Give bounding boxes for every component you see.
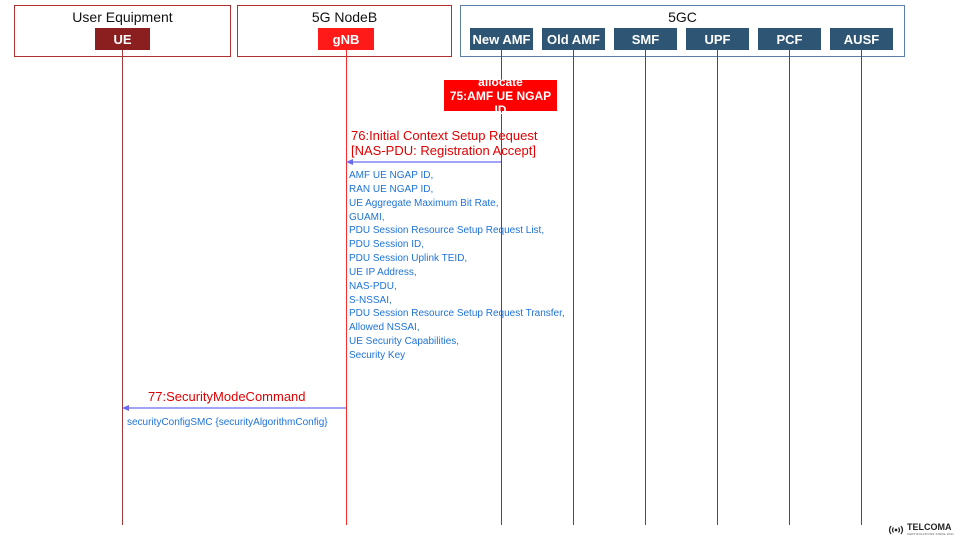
param-item: PDU Session Uplink TEID, [349,253,468,265]
logo-tagline: CERTIFICATIONS SINCE 2011 [906,532,954,536]
message-76-payload: [NAS-PDU: Registration Accept] [351,143,536,158]
ue-lifeline [122,50,123,525]
new-amf-node: New AMF [470,28,533,50]
smf-lifeline [645,50,646,525]
param-item: NAS-PDU, [349,280,397,292]
allocate-note-line1: allocate [478,74,523,89]
param-item: S-NSSAI, [349,294,392,306]
param-item: UE Aggregate Maximum Bit Rate, [349,197,499,209]
smf-node: SMF [614,28,677,50]
param-item: PDU Session Resource Setup Request List, [349,225,545,237]
allocate-note-line2: 75:AMF UE NGAP ID [449,88,552,117]
logo-name: TELCOMA [906,522,952,532]
pcf-node: PCF [758,28,821,50]
upf-node: UPF [686,28,749,50]
gnb-group-title: 5G NodeB [311,9,378,25]
pcf-lifeline [789,50,790,525]
param-item: GUAMI, [349,211,385,223]
telcoma-logo [888,523,954,536]
old-amf-node: Old AMF [542,28,605,50]
message-76-title: 76:Initial Context Setup Request [351,128,538,143]
param-item: UE IP Address, [349,266,417,278]
ausf-node: AUSF [830,28,893,50]
message-77-param: securityConfigSMC {securityAlgorithmConfig} [127,417,328,428]
param-item: UE Security Capabilities, [349,336,460,348]
message-76-params [349,169,565,363]
message-76-arrow-head [346,159,353,165]
param-item: PDU Session ID, [349,239,425,251]
gnb-lifeline [346,50,347,525]
message-77-title: 77:SecurityModeCommand [148,389,306,404]
param-item: RAN UE NGAP ID, [349,183,434,195]
param-item: PDU Session Resource Setup Request Transfer, [349,308,565,320]
gnb-node: gNB [318,28,374,50]
param-item: Allowed NSSAI, [349,322,420,334]
ausf-lifeline [861,50,862,525]
param-item: AMF UE NGAP ID, [349,170,434,181]
logo-text-block [907,523,954,536]
ue-node: UE [95,28,150,50]
ue-group-title: User Equipment [72,9,173,25]
signal-icon [888,524,904,536]
upf-lifeline [717,50,718,525]
old-amf-lifeline [573,50,574,525]
allocate-note [444,74,557,117]
message-77-arrow-head [122,405,129,411]
core-group-title: 5GC [668,9,697,25]
param-item: Security Key [349,349,406,361]
